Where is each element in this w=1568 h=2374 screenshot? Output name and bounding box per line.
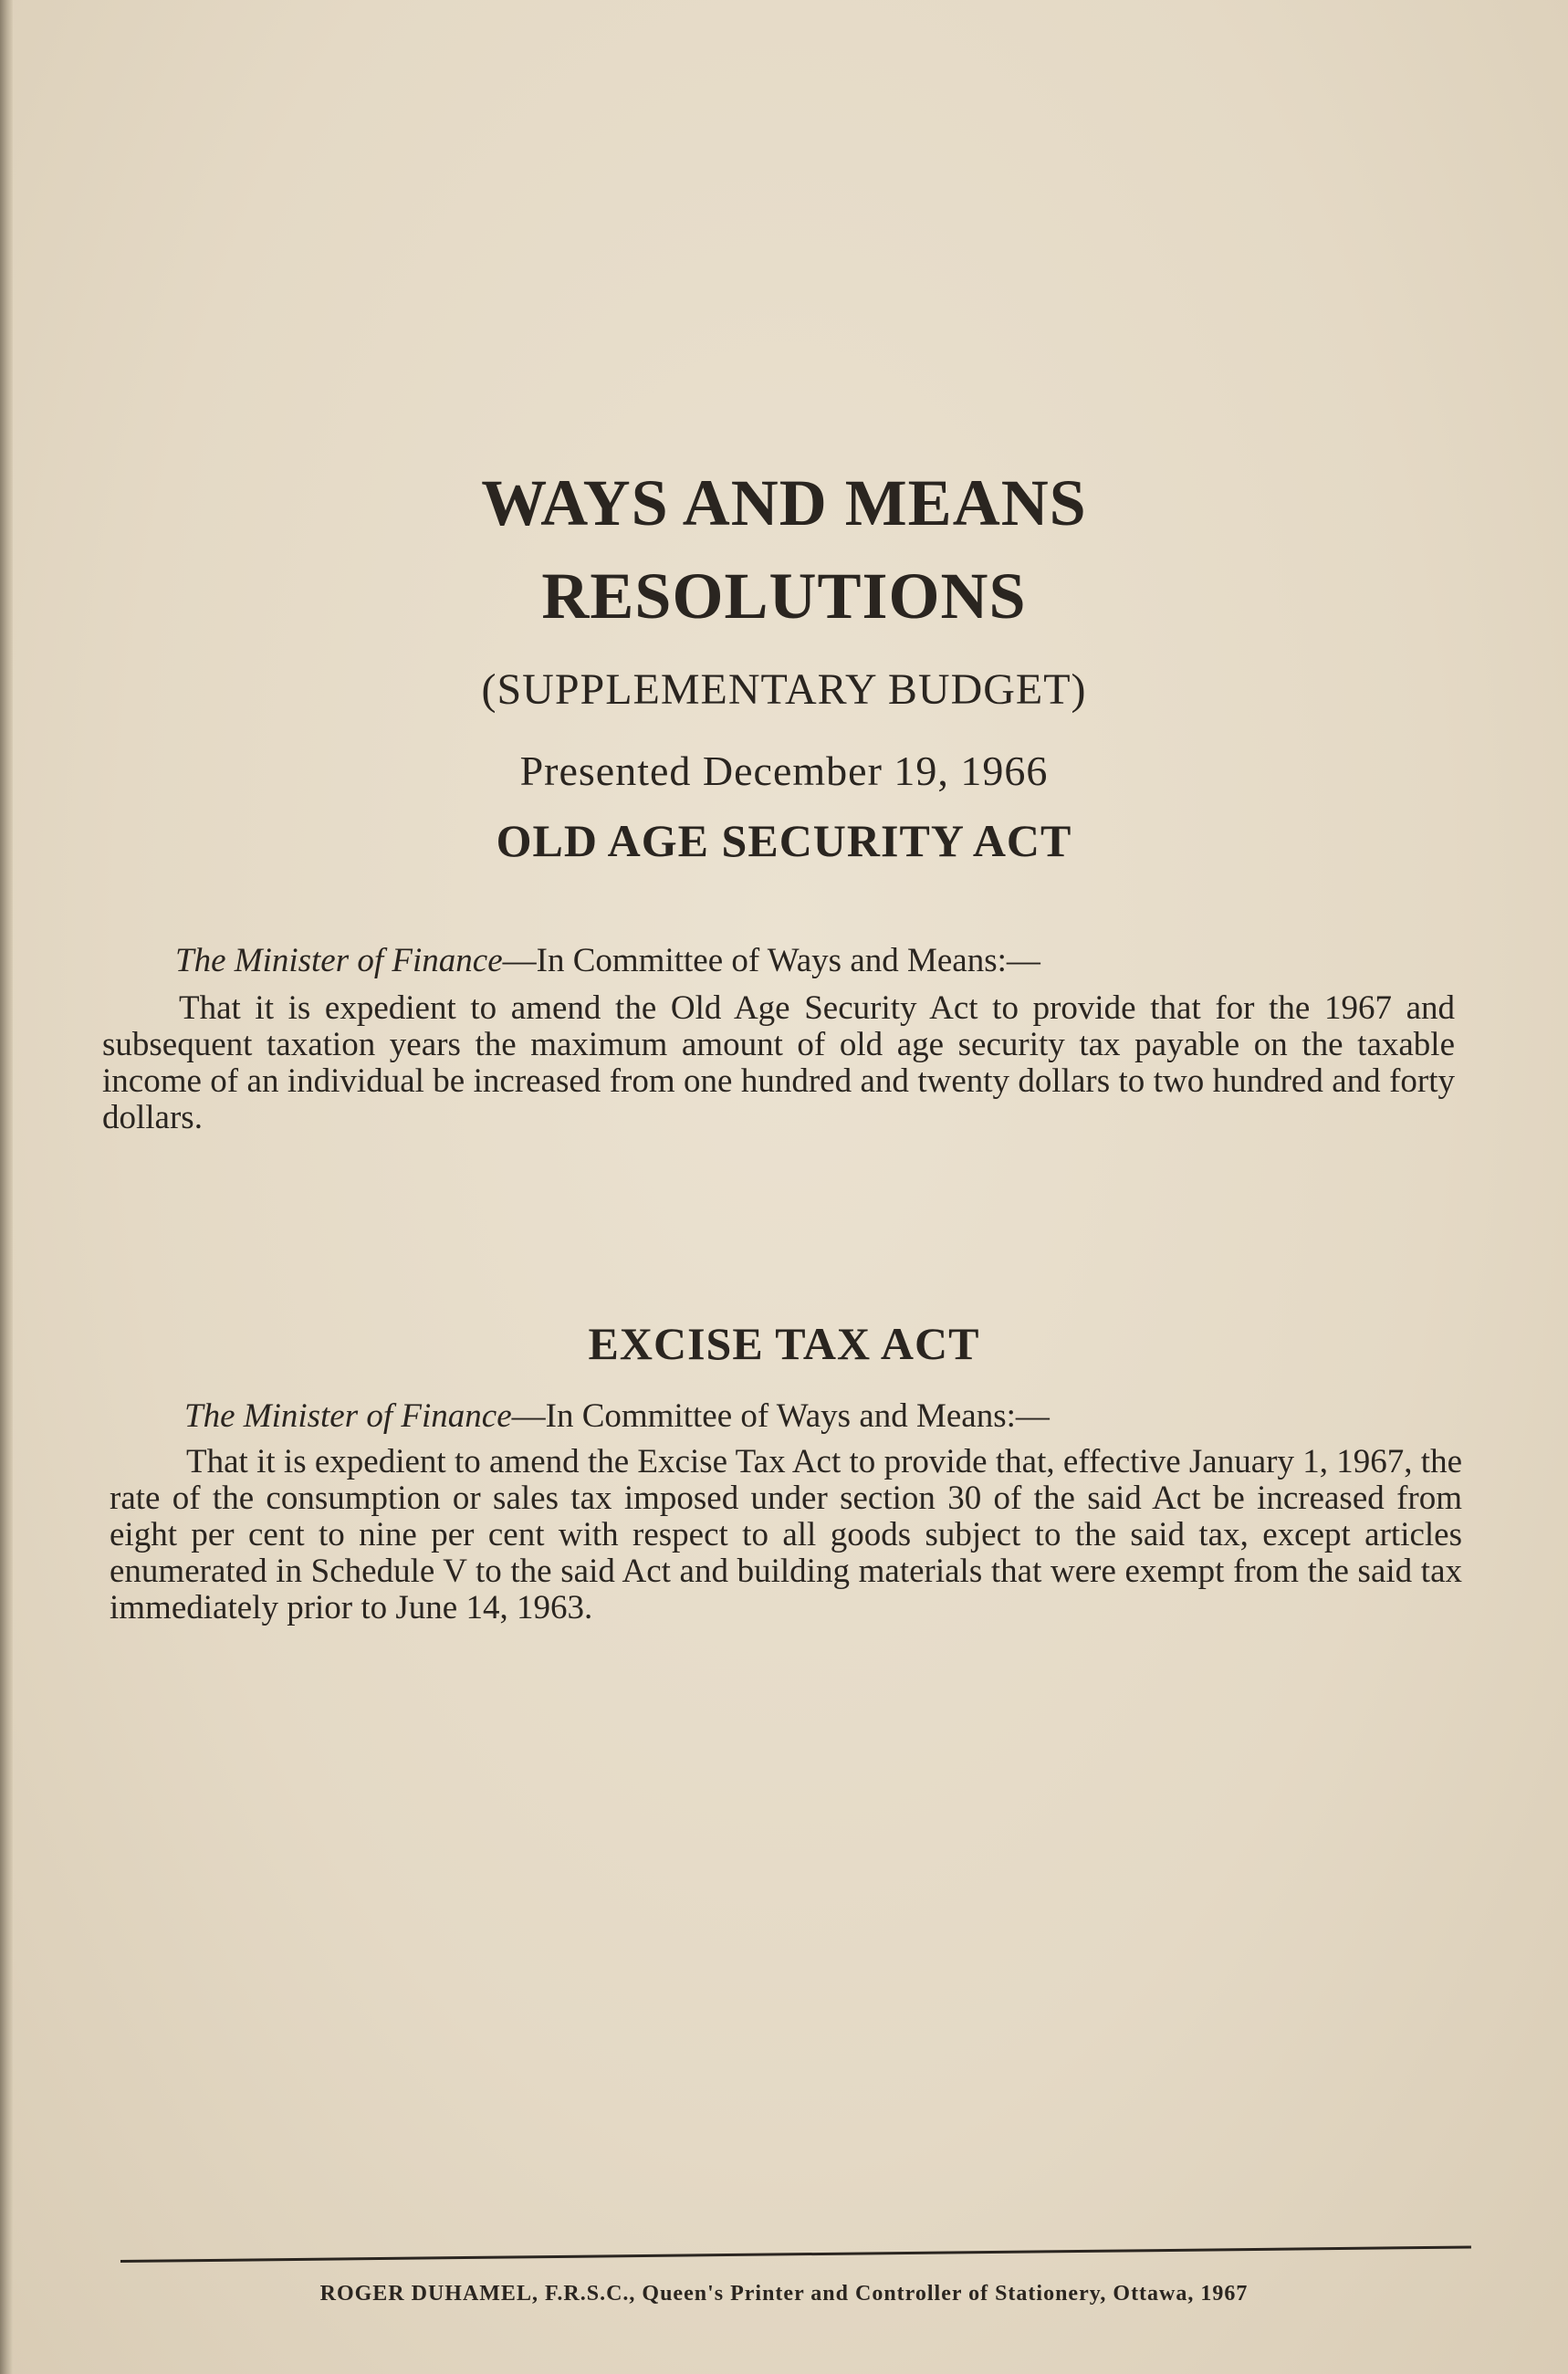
title-line-1: WAYS AND MEANS bbox=[481, 466, 1087, 539]
minister-line-old-age-security bbox=[175, 941, 1040, 980]
presented-date: Presented December 19, 1966 bbox=[519, 748, 1049, 794]
title-line-2: RESOLUTIONS bbox=[541, 560, 1027, 633]
footer-rule bbox=[120, 2246, 1471, 2263]
resolution-text-old-age-security: That it is expedient to amend the Old Age Security Act to provide that for the 1967 and subsequent taxation years the maximum amount of old age security tax payable on the taxable income of an individual be increased from one hundred and twenty dollars to two hundred and forty dollars. bbox=[102, 989, 1455, 1136]
printer-imprint: ROGER DUHAMEL, F.R.S.C., Queen's Printer and Controller of Stationery, Ottawa, 1967 bbox=[319, 2282, 1249, 2306]
minister-title: The Minister of Finance bbox=[184, 1397, 512, 1435]
committee-text: —In Committee of Ways and Means:— bbox=[511, 1397, 1050, 1435]
committee-text: —In Committee of Ways and Means:— bbox=[502, 942, 1040, 979]
minister-title: The Minister of Finance bbox=[175, 942, 503, 979]
minister-line-excise-tax bbox=[184, 1396, 1050, 1436]
subtitle: (SUPPLEMENTARY BUDGET) bbox=[481, 665, 1087, 714]
section-heading-excise-tax: EXCISE TAX ACT bbox=[588, 1318, 980, 1369]
section-heading-old-age-security: OLD AGE SECURITY ACT bbox=[496, 815, 1072, 866]
resolution-text-excise-tax: That it is expedient to amend the Excise Tax Act to provide that, effective January 1, 1967, the rate of the consumption or sales tax imposed under section 30 of the said Act be increased from eight per cent to nine per cent with respect to all goods subject to the said tax, except articles enumerated in Schedule V to the said Act and building materials that were exempt from the said tax immediately prior to June 14, 1963. bbox=[110, 1443, 1462, 1626]
page-binding-edge bbox=[0, 0, 13, 2374]
